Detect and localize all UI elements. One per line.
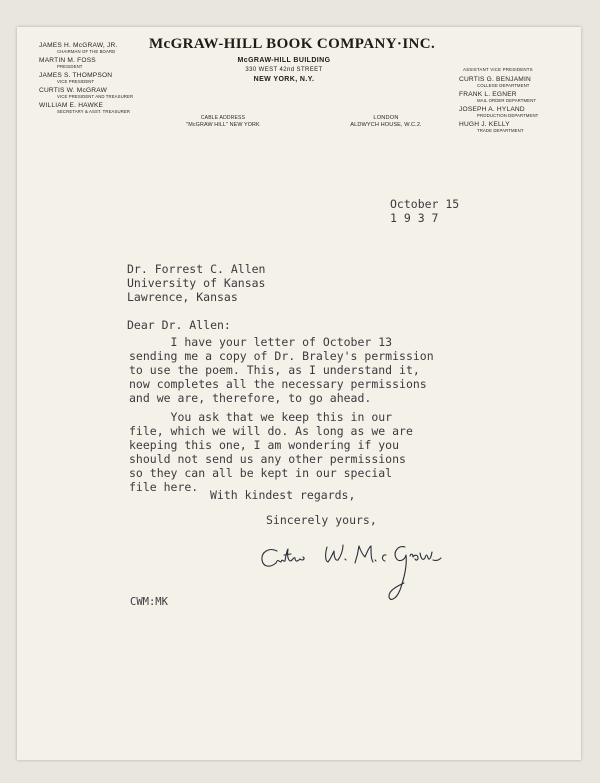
officer-title: MAIL ORDER DEPARTMENT: [477, 98, 537, 103]
cable-address-value: "McGRAW HILL" NEW YORK: [186, 121, 260, 128]
cable-address: [163, 115, 283, 128]
officer-name: WILLIAM E. HAWKE: [39, 102, 104, 109]
city-line: NEW YORK, N.Y.: [253, 76, 315, 83]
recipient-address: Dr. Forrest C. Allen University of Kansas Lawrence, Kansas: [127, 262, 266, 304]
officer-title: SECRETARY & ASST. TREASURER: [57, 109, 131, 114]
officer-title: VICE PRESIDENT AND TREASURER: [57, 94, 134, 99]
officer-entry: [39, 42, 159, 54]
officer-entry: [459, 76, 574, 88]
london-office-label: LONDON: [373, 115, 399, 121]
signoff-line: Sincerely yours,: [266, 513, 377, 527]
officer-name: CURTIS W. McGRAW: [39, 87, 108, 94]
officer-entry: [39, 57, 159, 69]
london-office: [336, 115, 436, 128]
officer-name: MARTIN M. FOSS: [39, 57, 96, 64]
date-month-day: October 15: [390, 197, 460, 211]
handwritten-signature: [255, 538, 465, 608]
london-office-address: ALDWYCH HOUSE, W.C.2.: [350, 121, 422, 128]
salutation: Dear Dr. Allen:: [127, 318, 231, 332]
officer-name: JAMES S. THOMPSON: [39, 72, 113, 79]
body-paragraph-2: You ask that we keep this in our file, which we will do. As long as we are keeping this one, I am wondering if you should not send us any other permissions so they can all be kept in our special file here.: [129, 410, 413, 494]
typist-initials: CWM:MK: [130, 596, 168, 608]
officer-name: JAMES H. McGRAW, JR.: [39, 42, 118, 49]
officer-entry: [459, 106, 574, 118]
cable-address-label: CABLE ADDRESS: [200, 115, 246, 121]
officer-name: HUGH J. KELLY: [459, 121, 510, 128]
officer-title: COLLEGE DEPARTMENT: [477, 83, 530, 88]
officer-entry: [459, 121, 574, 133]
officer-entry: [39, 102, 159, 114]
assistant-vp-header: ASSISTANT VICE PRESIDENTS: [463, 67, 533, 72]
officer-entry: [39, 72, 159, 84]
officer-name: CURTIS G. BENJAMIN: [459, 76, 531, 83]
building-name: McGRAW-HILL BUILDING: [237, 57, 331, 64]
letter-date: [390, 197, 459, 225]
officer-entry: [39, 87, 159, 99]
officer-name: FRANK L. EGNER: [459, 91, 517, 98]
officer-title: VICE PRESIDENT: [57, 79, 95, 84]
officer-title: PRODUCTION DEPARTMENT: [477, 113, 539, 118]
officer-title: TRADE DEPARTMENT: [477, 128, 524, 133]
company-name: McGRAW-HILL BOOK COMPANY·INC.: [149, 36, 436, 52]
letterhead-officers-left: [39, 42, 159, 117]
officer-entry: [459, 91, 574, 103]
letterhead-center: [149, 36, 436, 83]
officer-name: JOSEPH A. HYLAND: [459, 106, 525, 113]
street-address: 330 WEST 42nd STREET: [245, 67, 323, 73]
letterhead-officers-right: [459, 67, 574, 136]
body-paragraph-1: I have your letter of October 13 sending me a copy of Dr. Braley's permission to use the poem. This, as I understand it, now completes all the necessary permissions and we are, therefore, to go ahead.: [129, 335, 434, 405]
closing-line: With kindest regards,: [210, 488, 356, 502]
date-year: 1 9 3 7: [390, 211, 439, 225]
officer-title: CHAIRMAN OF THE BOARD: [57, 49, 116, 54]
officer-title: PRESIDENT: [57, 64, 83, 69]
